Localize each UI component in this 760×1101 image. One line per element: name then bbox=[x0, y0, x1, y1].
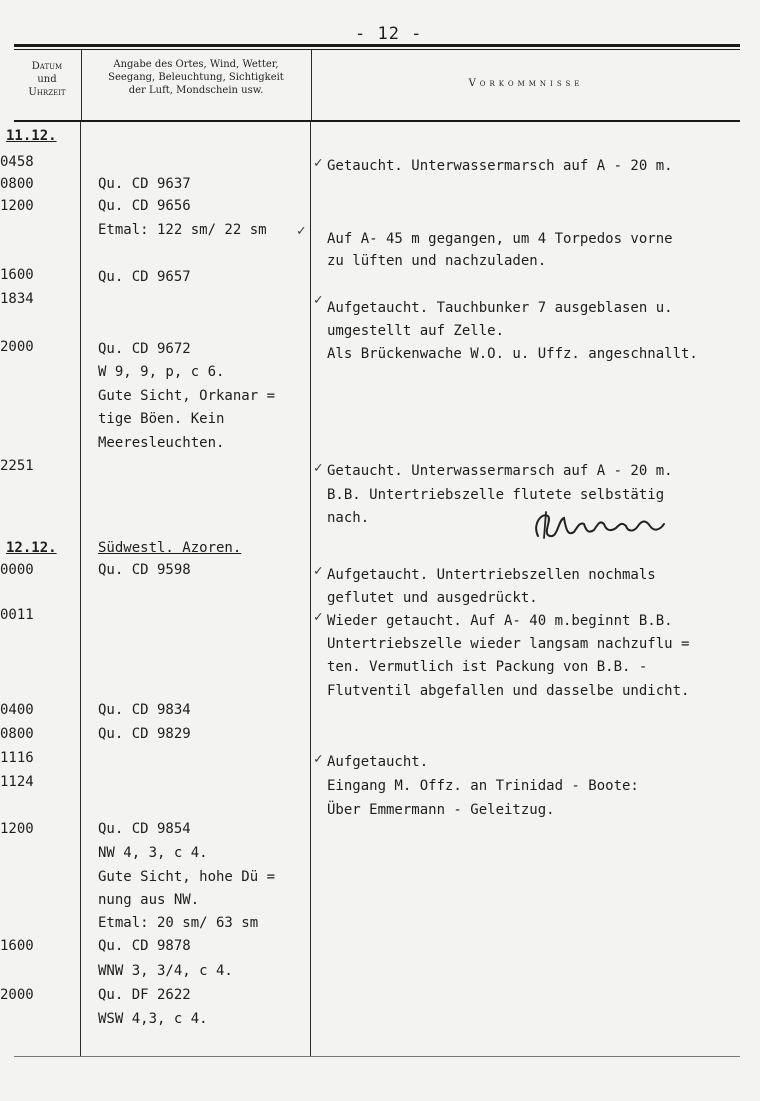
time-entry: 1116 bbox=[0, 750, 34, 766]
top-rule-thick bbox=[14, 44, 740, 47]
location-entry: W 9, 9, p, c 6. bbox=[98, 364, 225, 380]
location-entry: Qu. CD 9656 bbox=[98, 198, 191, 214]
header-bottom-rule bbox=[14, 120, 740, 122]
time-entry: 0000 bbox=[0, 562, 34, 578]
time-entry: 1834 bbox=[0, 291, 34, 307]
location-entry: Gute Sicht, hohe Dü = bbox=[98, 869, 276, 885]
time-entry: 2000 bbox=[0, 339, 34, 355]
event-entry: Auf A- 45 m gegangen, um 4 Torpedos vorne bbox=[327, 231, 673, 247]
event-entry: Untertriebszelle wieder langsam nachzuflu = bbox=[327, 636, 690, 652]
location-entry: Meeresleuchten. bbox=[98, 435, 225, 451]
event-entry: Wieder getaucht. Auf A- 40 m.beginnt B.B. bbox=[327, 613, 673, 629]
check-mark-icon: ✓ bbox=[314, 292, 323, 308]
event-entry: Als Brückenwache W.O. u. Uffz. angeschnallt. bbox=[327, 346, 698, 362]
location-entry: Gute Sicht, Orkanar = bbox=[98, 388, 276, 404]
top-rule-thin bbox=[14, 49, 740, 50]
location-entry: Qu. CD 9878 bbox=[98, 938, 191, 954]
header-date-column bbox=[14, 60, 80, 99]
check-mark-icon: ✓ bbox=[314, 155, 323, 171]
date-entry-2: 12.12. bbox=[6, 540, 57, 556]
header-separator-2 bbox=[311, 50, 312, 122]
location-entry: Qu. CD 9657 bbox=[98, 269, 191, 285]
check-mark-icon: ✓ bbox=[314, 609, 323, 625]
time-entry: 1200 bbox=[0, 198, 34, 214]
time-entry: 2251 bbox=[0, 458, 34, 474]
time-entry: 1124 bbox=[0, 774, 34, 790]
event-entry: Aufgetaucht. Tauchbunker 7 ausgeblasen u. bbox=[327, 300, 673, 316]
location-entry: Qu. DF 2622 bbox=[98, 987, 191, 1003]
location-entry: Qu. CD 9829 bbox=[98, 726, 191, 742]
signature-image bbox=[528, 506, 668, 546]
header-location-line2: Seegang, Beleuchtung, Sichtigkeit bbox=[108, 72, 284, 83]
event-entry: Aufgetaucht. Untertriebszellen nochmals bbox=[327, 567, 656, 583]
header-date-line2: und bbox=[37, 74, 57, 85]
time-entry: 2000 bbox=[0, 987, 34, 1003]
event-entry: B.B. Untertriebszelle flutete selbstätig bbox=[327, 487, 665, 503]
check-mark-icon: ✓ bbox=[314, 751, 323, 767]
header-location-line1: Angabe des Ortes, Wind, Wetter, bbox=[113, 59, 279, 70]
check-mark-icon: ✓ bbox=[314, 563, 323, 579]
location-entry: Qu. CD 9598 bbox=[98, 562, 191, 578]
location-entry: WSW 4,3, c 4. bbox=[98, 1011, 208, 1027]
check-mark-icon: ✓ bbox=[297, 223, 306, 239]
time-entry: 0458 bbox=[0, 154, 34, 170]
event-entry: Flutventil abgefallen und dasselbe undicht. bbox=[327, 683, 690, 699]
location-entry: Qu. CD 9637 bbox=[98, 176, 191, 192]
header-date-line1: Datum bbox=[31, 61, 63, 72]
event-entry: geflutet und ausgedrückt. bbox=[327, 590, 538, 606]
time-entry: 0011 bbox=[0, 607, 34, 623]
bottom-rule bbox=[14, 1056, 740, 1057]
check-mark-icon: ✓ bbox=[314, 460, 323, 476]
header-location-column bbox=[82, 58, 310, 97]
time-entry: 0400 bbox=[0, 702, 34, 718]
location-entry: Qu. CD 9672 bbox=[98, 341, 191, 357]
header-separator-1 bbox=[81, 50, 82, 122]
event-entry: Aufgetaucht. bbox=[327, 754, 429, 770]
date-entry-1: 11.12. bbox=[6, 128, 57, 144]
location-entry: nung aus NW. bbox=[98, 892, 200, 908]
location-entry: NW 4, 3, c 4. bbox=[98, 845, 208, 861]
column-line-left bbox=[80, 122, 81, 1057]
event-entry: zu lüften und nachzuladen. bbox=[327, 253, 547, 269]
event-entry: umgestellt auf Zelle. bbox=[327, 323, 505, 339]
event-entry: Eingang M. Offz. an Trinidad - Boote: bbox=[327, 778, 639, 794]
header-date-line3: Uhrzeit bbox=[28, 87, 66, 98]
column-line-right bbox=[310, 122, 311, 1057]
time-entry: 1200 bbox=[0, 821, 34, 837]
header-events-column: Vorkommnisse bbox=[468, 78, 584, 89]
page-number: - 12 - bbox=[355, 24, 423, 44]
header-location-line3: der Luft, Mondschein usw. bbox=[128, 85, 264, 96]
time-entry: 0800 bbox=[0, 176, 34, 192]
location-entry: tige Böen. Kein bbox=[98, 411, 225, 427]
event-entry: Über Emmermann - Geleitzug. bbox=[327, 802, 555, 818]
location-entry: Etmal: 20 sm/ 63 sm bbox=[98, 915, 259, 931]
location-entry: Etmal: 122 sm/ 22 sm bbox=[98, 222, 267, 238]
event-entry: Getaucht. Unterwassermarsch auf A - 20 m. bbox=[327, 463, 673, 479]
event-entry: ten. Vermutlich ist Packung von B.B. - bbox=[327, 659, 648, 675]
time-entry: 1600 bbox=[0, 938, 34, 954]
location-entry: Südwestl. Azoren. bbox=[98, 540, 242, 556]
location-entry: Qu. CD 9854 bbox=[98, 821, 191, 837]
location-entry: WNW 3, 3/4, c 4. bbox=[98, 963, 233, 979]
event-entry: nach. bbox=[327, 510, 370, 526]
location-entry: Qu. CD 9834 bbox=[98, 702, 191, 718]
time-entry: 1600 bbox=[0, 267, 34, 283]
time-entry: 0800 bbox=[0, 726, 34, 742]
event-entry: Getaucht. Unterwassermarsch auf A - 20 m. bbox=[327, 158, 673, 174]
